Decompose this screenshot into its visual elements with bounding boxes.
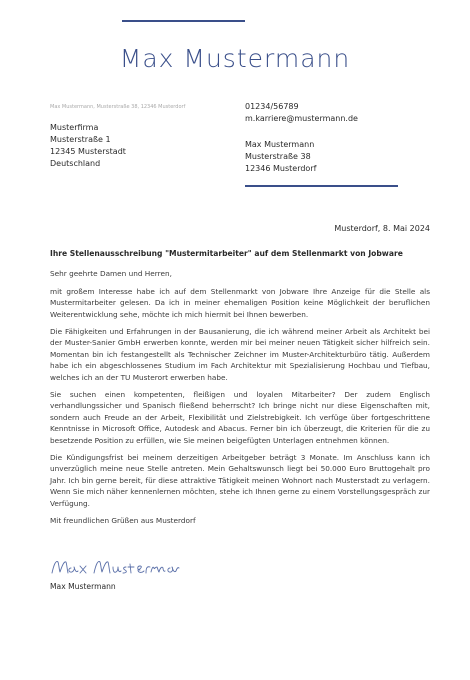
body-paragraph: Die Fähigkeiten und Erfahrungen in der Bausanierung, die ich während meiner Arbeit als Architekt bei der Muster-Sanier GmbH erwerben konnte, werden mir bei meiner neuen Tätigkeit sicher hilfreich sein. Momentan bin ich festangestellt als Technischer Zeichner im Muster-Architekturbüro tätig. Außerdem habe ich ein abgeschlossenes Studium im Fach Architektur mit Spezialisierung Hochbau und Tiefbau, welches ich an der TU Musterort erwerben habe. [50, 326, 430, 382]
sender-contact-block [245, 101, 358, 175]
signature-name: Max Mustermann [50, 582, 116, 591]
sender-address-line: Musterstraße 38 [245, 152, 311, 161]
recipient-line: 12345 Musterstadt [50, 147, 126, 156]
handwritten-signature [50, 556, 180, 578]
salutation: Sehr geehrte Damen und Herren, [50, 269, 172, 278]
sender-return-line: Max Mustermann, Musterstraße 38, 12346 Musterdorf [50, 104, 186, 110]
letter-date: Musterdorf, 8. Mai 2024 [334, 224, 430, 233]
recipient-line: Musterfirma [50, 123, 99, 132]
body-paragraph: Die Kündigungsfrist bei meinem derzeitigen Arbeitgeber beträgt 3 Monate. Im Anschluss kann ich unverzüglich meine neue Stelle antreten. Mein Gehaltswunsch liegt bei 50.000 Euro Bruttogehalt pro Jahr. Ich bin gerne bereit, für diese attraktive Tätigkeit meinen Wohnort nach Musterstadt zu verlagern. Wenn Sie mich näher kennenlernen möchten, stehe ich Ihnen gerne zu einem Vorstellungsgespräch zur Verfügung. [50, 452, 430, 508]
sender-address-line: Max Mustermann [245, 140, 315, 149]
sender-address-line: 12346 Musterdorf [245, 164, 317, 173]
letter-subject: Ihre Stellenausschreibung "Mustermitarbeiter" auf dem Stellenmarkt von Jobware [50, 249, 403, 258]
closing-phrase: Mit freundlichen Grüßen aus Musterdorf [50, 515, 196, 525]
header-rule [122, 20, 245, 22]
recipient-line: Deutschland [50, 159, 101, 168]
body-paragraph: Sie suchen einen kompetenten, fleißigen und loyalen Mitarbeiter? Der zudem Englisch verhandlungssicher und Spanisch fließend beherrscht? Ich bringe nicht nur diese Eigenschaften mit, sondern auch Freude an der Arbeit, Flexibilität und Zielstrebigkeit. Ich verfüge über fortgeschrittene Kenntnisse in Microsoft Office, Autodesk and Abacus. Ferner bin ich überzeugt, die Kriterien für die zu besetzende Position zu erfüllen, wie Sie meinen beigefügten Unterlagen entnehmen können. [50, 389, 430, 445]
recipient-line: Musterstraße 1 [50, 135, 111, 144]
phone-number: 01234/56789 [245, 102, 299, 111]
contact-rule [245, 185, 398, 187]
sender-address [245, 139, 358, 175]
recipient-address [50, 122, 126, 170]
letter-body [50, 268, 430, 530]
body-paragraph: mit großem Interesse habe ich auf dem Stellenmarkt von Jobware Ihre Anzeige für die Stelle als Mustermitarbeiter gelesen. Da ich in meiner ehemaligen Position keine Möglichkeit der beruflichen Weiterentwicklung sehe, möchte ich mich hiermit bei Ihnen bewerben. [50, 286, 430, 319]
applicant-name-heading: Max Mustermann [119, 44, 351, 73]
email-address: m.karriere@mustermann.de [245, 114, 358, 123]
